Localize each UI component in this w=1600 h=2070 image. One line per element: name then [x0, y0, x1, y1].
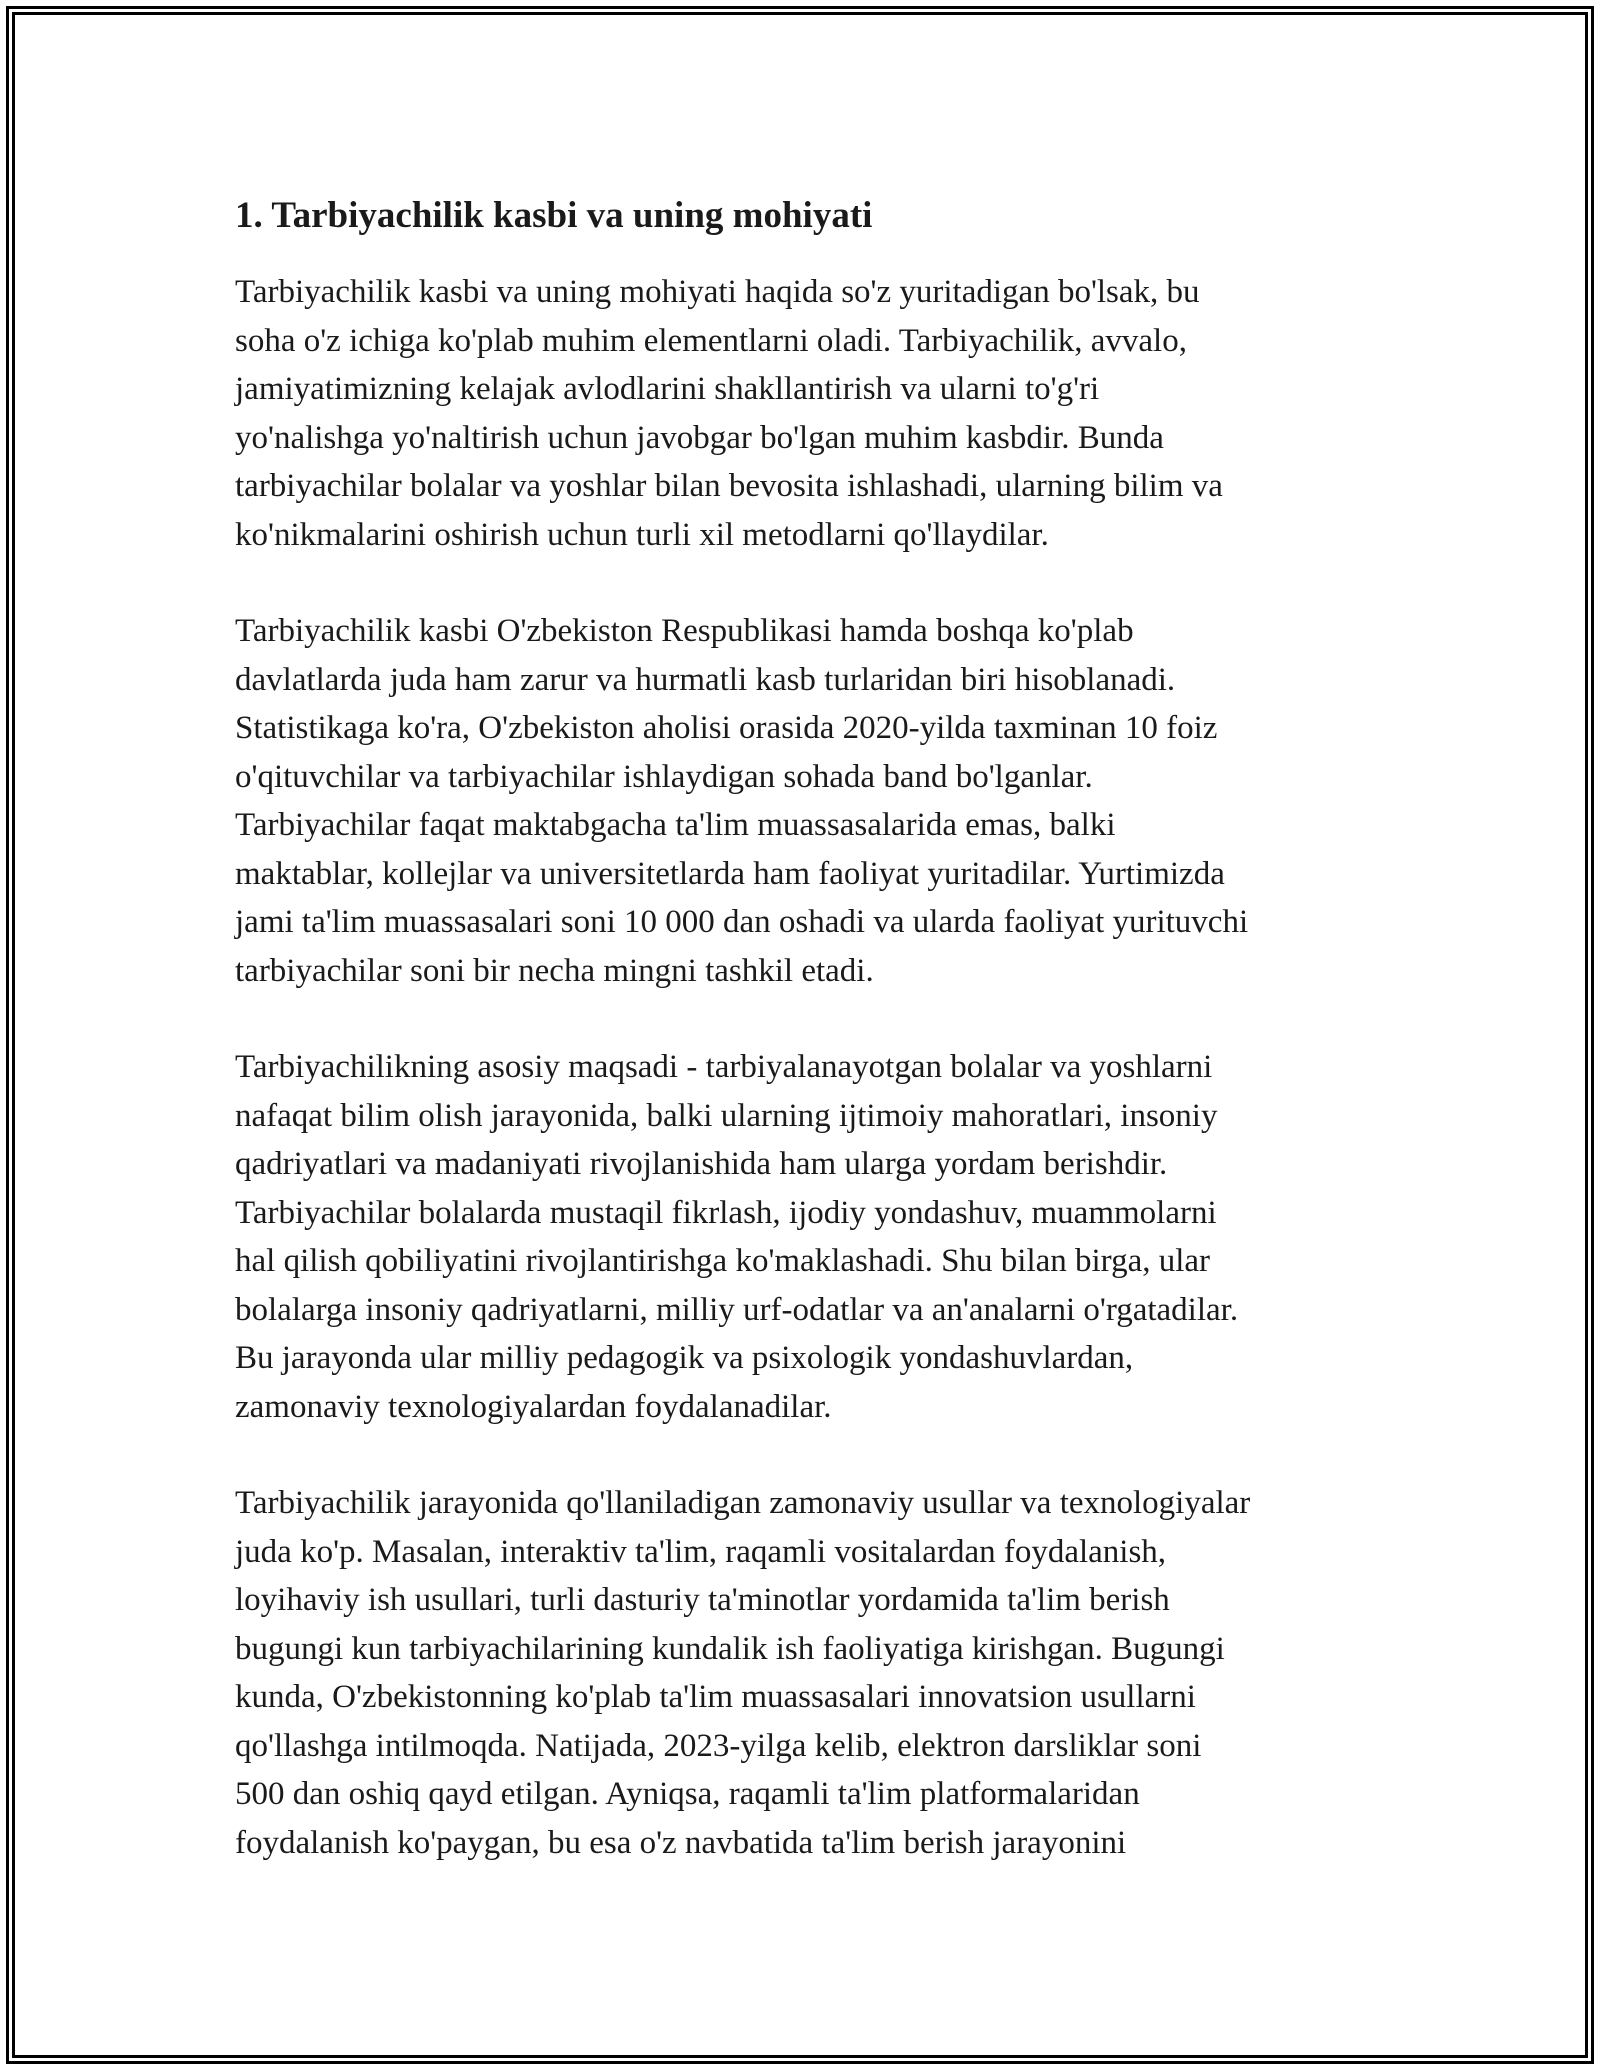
- text-line: qadriyatlari va madaniyati rivojlanishida ham ularga yordam berishdir.: [235, 1146, 1168, 1182]
- paragraph-2: [235, 607, 1395, 995]
- text-line: o'qituvchilar va tarbiyachilar ishlaydigan sohada band bo'lganlar.: [235, 758, 1093, 795]
- text-line: bugungi kun tarbiyachilarining kundalik ish faoliyatiga kirishgan. Bugungi: [235, 1630, 1225, 1667]
- text-line: Bu jarayonda ular milliy pedagogik va psixologik yondashuvlardan,: [235, 1340, 1134, 1376]
- text-line: yo'nalishga yo'naltirish uchun javobgar bo'lgan muhim kasbdir. Bunda: [235, 419, 1164, 456]
- paragraph-1: [235, 268, 1395, 559]
- text-line: jami ta'lim muassasalari soni 10 000 dan oshadi va ularda faoliyat yurituvchi: [235, 904, 1249, 940]
- text-line: qo'llashga intilmoqda. Natijada, 2023-yilga kelib, elektron darsliklar soni: [235, 1727, 1202, 1764]
- text-line: nafaqat bilim olish jarayonida, balki ularning ijtimoiy mahoratlari, insoniy: [235, 1097, 1218, 1134]
- text-line: juda ko'p. Masalan, interaktiv ta'lim, raqamli vositalardan foydalanish,: [235, 1533, 1167, 1570]
- text-line: tarbiyachilar soni bir necha mingni tashkil etadi.: [235, 952, 874, 989]
- paragraph-3: [235, 1043, 1395, 1431]
- text-line: jamiyatimizning kelajak avlodlarini shakllantirish va ularni to'g'ri: [235, 371, 1100, 407]
- text-line: Tarbiyachilar faqat maktabgacha ta'lim muassasalarida emas, balki: [235, 807, 1116, 843]
- text-line: loyihaviy ish usullari, turli dasturiy ta'minotlar yordamida ta'lim berish: [235, 1582, 1170, 1618]
- text-line: Tarbiyachilikning asosiy maqsadi - tarbiyalanayotgan bolalar va yoshlarni: [235, 1049, 1213, 1085]
- document-body: [235, 186, 1395, 1915]
- text-line: zamonaviy texnologiyalardan foydalanadilar.: [235, 1388, 832, 1425]
- text-line: Statistikaga ko'ra, O'zbekiston aholisi orasida 2020-yilda taxminan 10 foiz: [235, 710, 1218, 746]
- text-line: bolalarga insoniy qadriyatlarni, milliy urf-odatlar va an'analarni o'rgatadilar.: [235, 1291, 1239, 1328]
- text-line: tarbiyachilar bolalar va yoshlar bilan bevosita ishlashadi, ularning bilim va: [235, 468, 1223, 504]
- text-line: kunda, O'zbekistonning ko'plab ta'lim muassasalari innovatsion usullarni: [235, 1679, 1196, 1715]
- text-line: davlatlarda juda ham zarur va hurmatli kasb turlaridan biri hisoblanadi.: [235, 661, 1176, 698]
- text-line: maktablar, kollejlar va universitetlarda ham faoliyat yuritadilar. Yurtimizda: [235, 855, 1225, 892]
- paragraph-4: [235, 1479, 1395, 1867]
- text-line: Tarbiyachilar bolalarda mustaqil fikrlash, ijodiy yondashuv, muammolarni: [235, 1194, 1217, 1231]
- text-line: Tarbiyachilik jarayonida qo'llaniladigan zamonaviy usullar va texnologiyalar: [235, 1485, 1251, 1521]
- section-heading: 1. Tarbiyachilik kasbi va uning mohiyati: [235, 195, 873, 236]
- text-line: hal qilish qobiliyatini rivojlantirishga ko'maklashadi. Shu bilan birga, ular: [235, 1243, 1211, 1279]
- text-line: Tarbiyachilik kasbi va uning mohiyati haqida so'z yuritadigan bo'lsak, bu: [235, 274, 1200, 310]
- text-line: soha o'z ichiga ko'plab muhim elementlarni oladi. Tarbiyachilik, avvalo,: [235, 322, 1187, 359]
- text-line: foydalanish ko'paygan, bu esa o'z navbatida ta'lim berish jarayonini: [235, 1824, 1127, 1861]
- text-line: ko'nikmalarini oshirish uchun turli xil metodlarni qo'llaydilar.: [235, 516, 1049, 553]
- text-line: Tarbiyachilik kasbi O'zbekiston Respublikasi hamda boshqa ko'plab: [235, 613, 1134, 649]
- text-line: 500 dan oshiq qayd etilgan. Ayniqsa, raqamli ta'lim platformalaridan: [235, 1776, 1140, 1812]
